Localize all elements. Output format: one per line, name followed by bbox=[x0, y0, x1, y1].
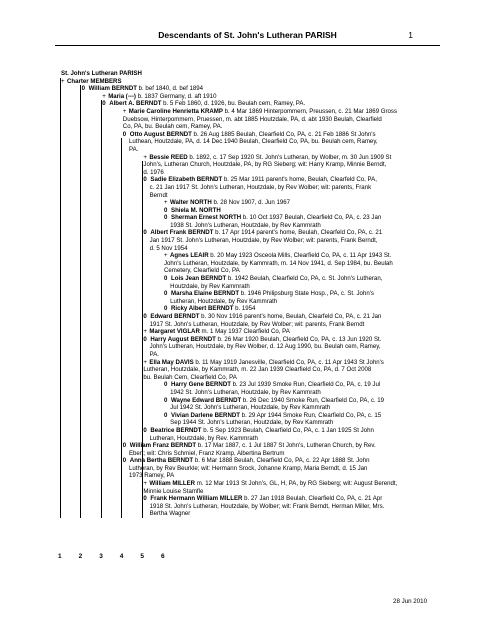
tree-entry bbox=[58, 252, 448, 260]
person-details: b. 20 May 1923 Osceola Mills, Clearfield Co, PA, c. 11 Apr 1943 St. bbox=[208, 252, 392, 260]
person-details: m. 12 Mar 1913 St John's, GL, H, PA, by RG Sieberg; wit: August Berendt, bbox=[195, 480, 398, 488]
tree-entry-continuation bbox=[58, 267, 448, 275]
tree-entry-continuation bbox=[58, 237, 448, 245]
person-name: William MILLER bbox=[149, 480, 196, 488]
person-name: Ella May DAVIS bbox=[149, 358, 194, 366]
tree-entry bbox=[58, 336, 448, 344]
spouse-marker: + bbox=[143, 480, 147, 488]
person-name: Anna Bertha BERNDT bbox=[129, 457, 194, 465]
person-details: b. 1892, c. 17 Sep 1920 St. John's Lutheran, by Wolber, m. 30 Jun 1909 St bbox=[187, 153, 392, 161]
tree-entry-continuation bbox=[58, 298, 448, 306]
generation-number: 5 bbox=[140, 553, 144, 560]
tree-entry-continuation bbox=[58, 450, 448, 458]
person-details: b. bef 1840, d. bef 1894 bbox=[136, 85, 204, 93]
tree-entry bbox=[58, 313, 448, 321]
page-header bbox=[0, 30, 495, 44]
person-details: b. 5 Feb 1860, d. 1926, bu. Beulah cem, Ramey, PA. bbox=[161, 100, 306, 108]
generation-number-row bbox=[58, 553, 182, 560]
person-details: John's Lutheran, Houtzdale, by Kammrath, m. 14 Nov 1941, d. Sep 1984, bu. Beulah bbox=[164, 259, 393, 267]
person-name: Sadie Elizabeth BERNDT bbox=[150, 176, 223, 184]
person-details: b. 29 Apr 1944 Smoke Run, Clearfield Co, PA, c. 15 bbox=[239, 411, 382, 419]
generation-number: 1 bbox=[58, 553, 62, 560]
descendant-marker: 0 bbox=[164, 214, 168, 222]
person-name: Edward BERNDT bbox=[150, 313, 200, 320]
person-details: Sep 1944 St. John's Lutheran, Houtzdale, by Rev Kammrath bbox=[170, 419, 334, 427]
tree-entry bbox=[58, 381, 448, 389]
person-details: b. 10 Oct 1937 Beulah, Clearfield Co, PA, c. 23 Jan bbox=[241, 214, 382, 222]
tree-entry bbox=[58, 397, 448, 405]
person-name: William BERNDT bbox=[88, 85, 137, 93]
descendant-marker: 0 bbox=[164, 411, 168, 419]
tree-entry bbox=[58, 412, 448, 420]
spouse-marker: + bbox=[143, 358, 147, 366]
spouse-marker: + bbox=[102, 92, 106, 100]
tree-entry-continuation bbox=[58, 321, 448, 329]
person-details: b. 11 May 1919 Janesville, Clearfield Co, PA, c. 11 Apr 1943 St John's bbox=[193, 358, 384, 366]
generation-guide-line bbox=[121, 138, 122, 518]
tree-entry bbox=[58, 85, 448, 93]
descendant-marker: 0 bbox=[122, 442, 127, 450]
person-details: 1973 Ramey, PA bbox=[128, 472, 175, 480]
descendant-marker: 0 bbox=[81, 85, 85, 93]
generation-guide-line bbox=[101, 100, 102, 518]
tree-entry-continuation bbox=[58, 389, 448, 397]
descendant-marker: 0 bbox=[143, 229, 147, 237]
person-details: b. 1954 bbox=[233, 305, 256, 313]
tree-entry bbox=[58, 100, 448, 108]
person-details: Lutheran, Houtzdale, by Kammrath, m. 22 Jan 1939 Clearfield Co, PA, d. 7 Oct 2008 bbox=[143, 366, 372, 374]
person-details: Minnie Louise Stamfle bbox=[143, 487, 204, 495]
person-name: Shiela M. NORTH bbox=[171, 206, 221, 214]
person-details: Ebert; wit: Chris Schmiel, Franz Kramp, Albertina Bertrum bbox=[128, 449, 285, 457]
tree-entry-continuation bbox=[58, 510, 448, 518]
person-details: PA. bbox=[149, 350, 159, 358]
person-details: d. 5 Nov 1954 bbox=[149, 244, 188, 252]
person-name: William Franz BERNDT bbox=[129, 442, 197, 450]
descendant-marker: 0 bbox=[143, 495, 147, 503]
person-details: b. 17 Apr 1914 parent's home, Beulah, Clearfeld Co, PA, c. 21 bbox=[213, 229, 383, 237]
person-details: bu. Beulah Cem, Clearfield Co, PA bbox=[143, 373, 237, 381]
person-details: Duebsow, Hinterpommern, Pruessen, m. abt 1885 Houtzdale, PA, d. abt 1930 Beulah, Clearfield bbox=[122, 115, 382, 123]
tree-entry bbox=[58, 495, 448, 503]
tree-entry-continuation bbox=[58, 374, 448, 382]
person-details: Cemetery, Clearfield Co, PA bbox=[164, 267, 240, 275]
generation-number: 3 bbox=[99, 553, 103, 560]
person-details: Luthean, Houtzdale, PA, d. 14 Dec 1940 Beulah, Clearfield Co, PA, bu. Beulah cem, Ramey, bbox=[128, 138, 378, 146]
tree-entry-continuation bbox=[58, 146, 448, 154]
tree-entry bbox=[58, 108, 448, 116]
descendant-marker: 0 bbox=[164, 206, 168, 214]
person-name: Margaret VIGLAR bbox=[149, 328, 200, 336]
person-name: Vivian Darlene BERNDT bbox=[171, 411, 240, 419]
person-details: b. 6 Mar 1888 Beulah, Clearfield Co, PA, c. 22 Apr 1888 St. John bbox=[193, 457, 370, 465]
person-details: b. 1942 Beulah, Clearfield Co, PA, c. St. John's Lutheran, bbox=[226, 275, 383, 283]
tree-entry bbox=[58, 305, 448, 313]
person-name: Frank Hermann William MILLER bbox=[150, 495, 243, 503]
person-name: Albert Frank BERNDT bbox=[150, 229, 214, 237]
descendant-marker: 0 bbox=[164, 396, 168, 404]
page-title: Descendants of St. John's Lutheran PARISH bbox=[158, 30, 337, 40]
spouse-marker: + bbox=[143, 153, 147, 161]
person-details: b. 26 Dec 1940 Smoke Run, Clearfield Co, PA, c. 19 bbox=[241, 396, 385, 404]
tree-entry-continuation bbox=[58, 465, 448, 473]
tree-entry bbox=[58, 328, 448, 336]
person-details: Lutheran, Houtzdale, by Rev Kammrath bbox=[170, 297, 278, 305]
person-details: PA. bbox=[128, 145, 139, 153]
tree-entry-continuation bbox=[58, 116, 448, 124]
tree-entry-continuation bbox=[58, 366, 448, 374]
person-details: 1918 St. John's Lutheran, Houtzdale, by Wolber; wit: Frank Berndt, Herman Miller, Mrs. bbox=[149, 502, 385, 510]
person-name: Harry August BERNDT bbox=[150, 335, 216, 343]
descendant-marker: 0 bbox=[122, 130, 127, 138]
descendant-marker: 0 bbox=[143, 426, 147, 434]
person-details: b. 27 Jan 1918 Beulah, Clearfield Co, PA, c. 21 Apr bbox=[242, 495, 383, 503]
tree-entry-continuation bbox=[58, 351, 448, 359]
tree-entry-continuation bbox=[58, 222, 448, 230]
descendant-marker: 0 bbox=[164, 275, 168, 283]
tree-entry bbox=[58, 427, 448, 435]
person-details: b. 30 Nov 1916 parent's home, Beulah, Clearfeld Co, PA, c. 21 Jan bbox=[199, 313, 382, 320]
tree-entry-continuation bbox=[58, 472, 448, 480]
spouse-marker: + bbox=[122, 107, 127, 115]
person-details: Jan 1917 St. John's Lutheran, Houtzdale, by Rev Wolber; wit: parents, Frank Berndt, bbox=[149, 237, 378, 245]
descendant-marker: 0 bbox=[164, 290, 168, 298]
tree-entry-continuation bbox=[58, 488, 448, 496]
person-details: b. 1946 Philipsburg State Hosp., PA, c. St. John's bbox=[239, 290, 374, 298]
tree-entry-continuation bbox=[58, 138, 448, 146]
descendant-marker: 0 bbox=[122, 457, 127, 465]
tree-entry-continuation bbox=[58, 343, 448, 351]
person-details: b. 23 Jul 1939 Smoke Run, Clearfield Co, PA, c. 19 Jul bbox=[230, 381, 381, 389]
descendant-marker: 0 bbox=[143, 176, 147, 184]
person-name: Albert A. BERNDT bbox=[109, 100, 162, 108]
person-name: Wayne Edward BERNDT bbox=[171, 396, 242, 404]
spouse-marker: + bbox=[164, 199, 168, 207]
tree-entry-continuation bbox=[58, 192, 448, 200]
person-details: 1938 St. John's Lutheran, Houtzdale, by Rev Kammrath bbox=[170, 221, 321, 229]
tree-entry-continuation bbox=[58, 283, 448, 291]
person-details: b. 28 Nov 1907, d. Jun 1967 bbox=[211, 199, 291, 207]
person-details: b. 17 Mar 1887, c. 1 Jul 1887 St John's, Lutheran Church, by Rev. bbox=[196, 442, 376, 450]
tree-entry-continuation bbox=[58, 123, 448, 131]
tree-entry-continuation bbox=[58, 503, 448, 511]
print-date: 28 Jun 2010 bbox=[393, 598, 428, 605]
person-name: Charter MEMBERS bbox=[67, 77, 122, 85]
person-name: Beatrice BERNDT bbox=[150, 426, 202, 434]
descendant-marker: 0 bbox=[102, 100, 106, 108]
descendant-marker: 0 bbox=[143, 313, 147, 320]
person-details: c. 21 Jan 1917 St. John's Lutheran, Houtzdale, by Rev Wolber; wit: parents, Frank bbox=[149, 183, 372, 191]
tree-entry bbox=[58, 131, 448, 139]
tree-entry bbox=[58, 199, 448, 207]
person-name: Ricky Albert BERNDT bbox=[171, 305, 234, 313]
tree-entry-continuation bbox=[58, 161, 448, 169]
tree-entry-continuation bbox=[58, 245, 448, 253]
person-details: b. 26 Aug 1885 Beulah, Clearfield Co, PA, c. 21 Feb 1886 St John's bbox=[191, 130, 376, 138]
person-name: Harry Gene BERNDT bbox=[171, 381, 231, 389]
tree-entry bbox=[58, 359, 448, 367]
person-name: Maria (---) bbox=[108, 92, 136, 100]
person-details: Bertha Wagner bbox=[149, 510, 191, 518]
person-details: Lutheran, by Rev Beurkle; wit: Hermann Srock, Johanne Kramp, Maria Berndt, d. 15 Jan bbox=[128, 464, 368, 472]
generation-guide-line bbox=[80, 85, 81, 518]
person-details: John's, Lutheran Church, Houtzdale, PA, by RG Sieberg; wit: Harry Kramp, Minnie Berndt, bbox=[143, 161, 387, 169]
person-details: 1942 St. John's Lutheran, Houtzdale, by Rev Kammrath bbox=[170, 388, 321, 396]
spouse-marker: + bbox=[61, 77, 65, 85]
spouse-marker: + bbox=[164, 252, 168, 260]
person-name: Lois Jean BERNDT bbox=[171, 275, 227, 283]
generation-guide-line bbox=[142, 161, 143, 518]
person-details: b. 5 Sep 1923 Beulah, Clearfield Co, PA, c. 1 Jan 1925 St John bbox=[201, 426, 374, 434]
person-name: St. John's Lutheran PARISH bbox=[61, 70, 142, 77]
tree-entry bbox=[58, 78, 448, 86]
tree-entry bbox=[58, 93, 448, 101]
spouse-marker: + bbox=[143, 328, 147, 336]
person-details: Houtzdale, by Rev Kammrath bbox=[170, 282, 250, 290]
person-details: d. 1976 bbox=[143, 168, 164, 176]
person-details: b. 1837 Germany, d. aft 1910 bbox=[135, 92, 217, 100]
person-details: b. 25 Mar 1911 parent's home, Beulah, Clearfeld Co, PA, bbox=[222, 176, 377, 184]
person-name: Agnes LEAIR bbox=[170, 252, 209, 260]
descendant-tree bbox=[58, 70, 448, 518]
person-details: b. 26 Mar 1920 Beulah, Clearfield Co, PA, c. 13 Jun 1920 St. bbox=[215, 335, 382, 343]
descendant-marker: 0 bbox=[143, 335, 147, 343]
tree-entry bbox=[58, 154, 448, 162]
tree-entry-continuation bbox=[58, 419, 448, 427]
person-details: John's Lutheran, Houtzdale, by Rev Wolber, d. 12 Aug 1990, bu. Beulah cem, Ramey, bbox=[149, 343, 381, 351]
tree-entry bbox=[58, 442, 448, 450]
person-name: Marie Caroline Henrietta KRAMP bbox=[128, 107, 223, 115]
person-details: Co, PA, bu. Beulah cem, Ramey, PA. bbox=[122, 123, 223, 131]
person-details: Berndt bbox=[149, 191, 168, 199]
tree-entry bbox=[58, 457, 448, 465]
person-name: Bessie REED bbox=[149, 153, 188, 161]
tree-entry-continuation bbox=[58, 404, 448, 412]
person-name: Sherman Ernest NORTH bbox=[171, 214, 242, 222]
person-details: 1917 St. John's Lutheran, Houtzdale, by Rev Wolber; wit: parents, Frank Berndt bbox=[149, 320, 365, 328]
tree-entry-continuation bbox=[58, 435, 448, 443]
tree-entry-continuation bbox=[58, 184, 448, 192]
person-details: m. 1 May 1937 Clearfield Co, PA bbox=[199, 328, 290, 336]
person-name: Marsha Elaine BERNDT bbox=[171, 290, 240, 298]
tree-entry bbox=[58, 207, 448, 215]
generation-guide-line bbox=[60, 78, 61, 519]
header-rule bbox=[55, 45, 440, 46]
person-name: Walter NORTH bbox=[170, 199, 212, 207]
tree-entry bbox=[58, 176, 448, 184]
tree-entry bbox=[58, 229, 448, 237]
tree-entry bbox=[58, 290, 448, 298]
generation-number: 6 bbox=[160, 553, 165, 560]
generation-number: 4 bbox=[119, 553, 124, 560]
person-details: Jul 1942 St. John's Lutheran, Houtzdale, by Rev Kammrath bbox=[170, 404, 331, 412]
tree-entry bbox=[58, 275, 448, 283]
person-details: b. 4 Mar 1869 Hinterpommern, Preussen, c. 21 Mar 1869 Gross bbox=[222, 107, 398, 115]
generation-number: 2 bbox=[78, 553, 83, 560]
page-number: 1 bbox=[408, 30, 413, 40]
tree-entry-continuation bbox=[58, 169, 448, 177]
tree-entry bbox=[58, 480, 448, 488]
descendant-marker: 0 bbox=[164, 305, 168, 313]
tree-entry bbox=[58, 70, 448, 78]
tree-entry bbox=[58, 214, 448, 222]
person-details: Lutheran, Houtzdale, by Rev. Kammrath bbox=[149, 434, 258, 442]
descendant-marker: 0 bbox=[164, 381, 168, 389]
person-name: Otto August BERNDT bbox=[129, 130, 192, 138]
tree-entry-continuation bbox=[58, 260, 448, 268]
